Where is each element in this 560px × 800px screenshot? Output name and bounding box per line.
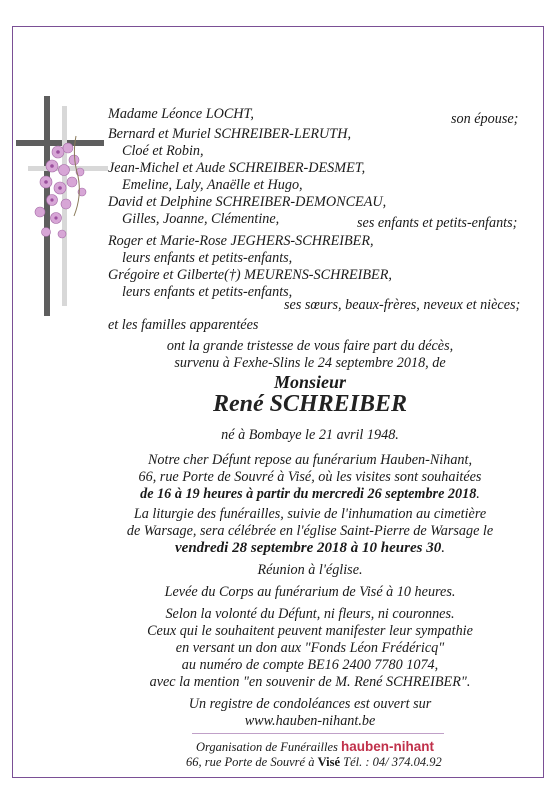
family-line: leurs enfants et petits-enfants,: [122, 250, 293, 266]
levee-line: Levée du Corps au funérarium de Visé à 10 heures.: [164, 584, 456, 600]
deceased-born: né à Bombaye le 21 avril 1948.: [221, 427, 399, 443]
wish-line: avec la mention "en souvenir de M. René SCHREIBER".: [149, 674, 471, 690]
family-line: et les familles apparentées: [108, 317, 259, 333]
family-line-spouse: Madame Léonce LOCHT,: [108, 106, 254, 122]
family-line: Cloé et Robin,: [122, 143, 204, 159]
footer-tel: Tél. : 04/ 374.04.92: [343, 755, 442, 769]
family-line: leurs enfants et petits-enfants,: [122, 284, 293, 300]
visit-hours-text: de 16 à 19 heures à partir du mercredi 26 septembre 2018: [140, 486, 477, 502]
family-role-children: ses enfants et petits-enfants;: [357, 215, 518, 231]
registry-url[interactable]: www.hauben-nihant.be: [244, 713, 376, 729]
registry-line: Un registre de condoléances est ouvert sur: [188, 696, 432, 712]
announce-line: survenu à Fexhe-Slins le 24 septembre 2018, de: [174, 355, 446, 371]
visit-hours-period: .: [476, 486, 480, 502]
deceased-name: René SCHREIBER: [212, 391, 408, 417]
family-line: David et Delphine SCHREIBER-DEMONCEAU,: [108, 194, 387, 210]
rest-line: 66, rue Porte de Souvré à Visé, où les visites sont souhaitées: [138, 469, 482, 485]
liturgy-date-text: vendredi 28 septembre 2018 à 10 heures 30: [175, 540, 442, 556]
wish-line: Ceux qui le souhaitent peuvent manifester leur sympathie: [147, 623, 473, 639]
family-line: Emeline, Laly, Anaëlle et Hugo,: [122, 177, 303, 193]
family-line: Jean-Michel et Aude SCHREIBER-DESMET,: [108, 160, 366, 176]
family-line: Gilles, Joanne, Clémentine,: [122, 211, 280, 227]
rest-line: Notre cher Défunt repose au funérarium Hauben-Nihant,: [147, 452, 473, 468]
announce-line: ont la grande tristesse de vous faire part du décès,: [166, 338, 454, 354]
reunion-line: Réunion à l'église.: [257, 562, 363, 578]
family-role-siblings: ses sœurs, beaux-frères, neveux et nièces;: [284, 297, 521, 313]
visit-hours: [100, 486, 520, 503]
wish-line: en versant un don aux "Fonds Léon Frédéricq": [175, 640, 445, 656]
footer-org-prefix: Organisation de Funérailles: [196, 740, 338, 754]
footer-address-prefix: 66, rue Porte de Souvré à: [186, 755, 315, 769]
family-line: Grégoire et Gilberte(†) MEURENS-SCHREIBER,: [108, 267, 392, 283]
footer-divider: [192, 733, 444, 734]
family-line: Bernard et Muriel SCHREIBER-LERUTH,: [108, 126, 351, 142]
family-line: Roger et Marie-Rose JEGHERS-SCHREIBER,: [108, 233, 374, 249]
family-role-spouse: son épouse;: [451, 111, 519, 127]
footer-address: [186, 754, 442, 771]
footer-address-city: Visé: [317, 755, 341, 769]
wish-line: au numéro de compte BE16 2400 7780 1074,: [181, 657, 439, 673]
wish-line: Selon la volonté du Défunt, ni fleurs, ni couronnes.: [165, 606, 455, 622]
deceased-title: Monsieur: [273, 372, 347, 392]
cross-with-orchids-icon: [16, 96, 116, 316]
liturgy-date: [100, 540, 520, 557]
liturgy-line: de Warsage, sera célébrée en l'église Saint-Pierre de Warsage le: [126, 523, 494, 539]
liturgy-line: La liturgie des funérailles, suivie de l'inhumation au cimetière: [133, 506, 487, 522]
liturgy-date-period: .: [441, 540, 445, 556]
brand-logo: hauben-nihant: [341, 739, 435, 754]
